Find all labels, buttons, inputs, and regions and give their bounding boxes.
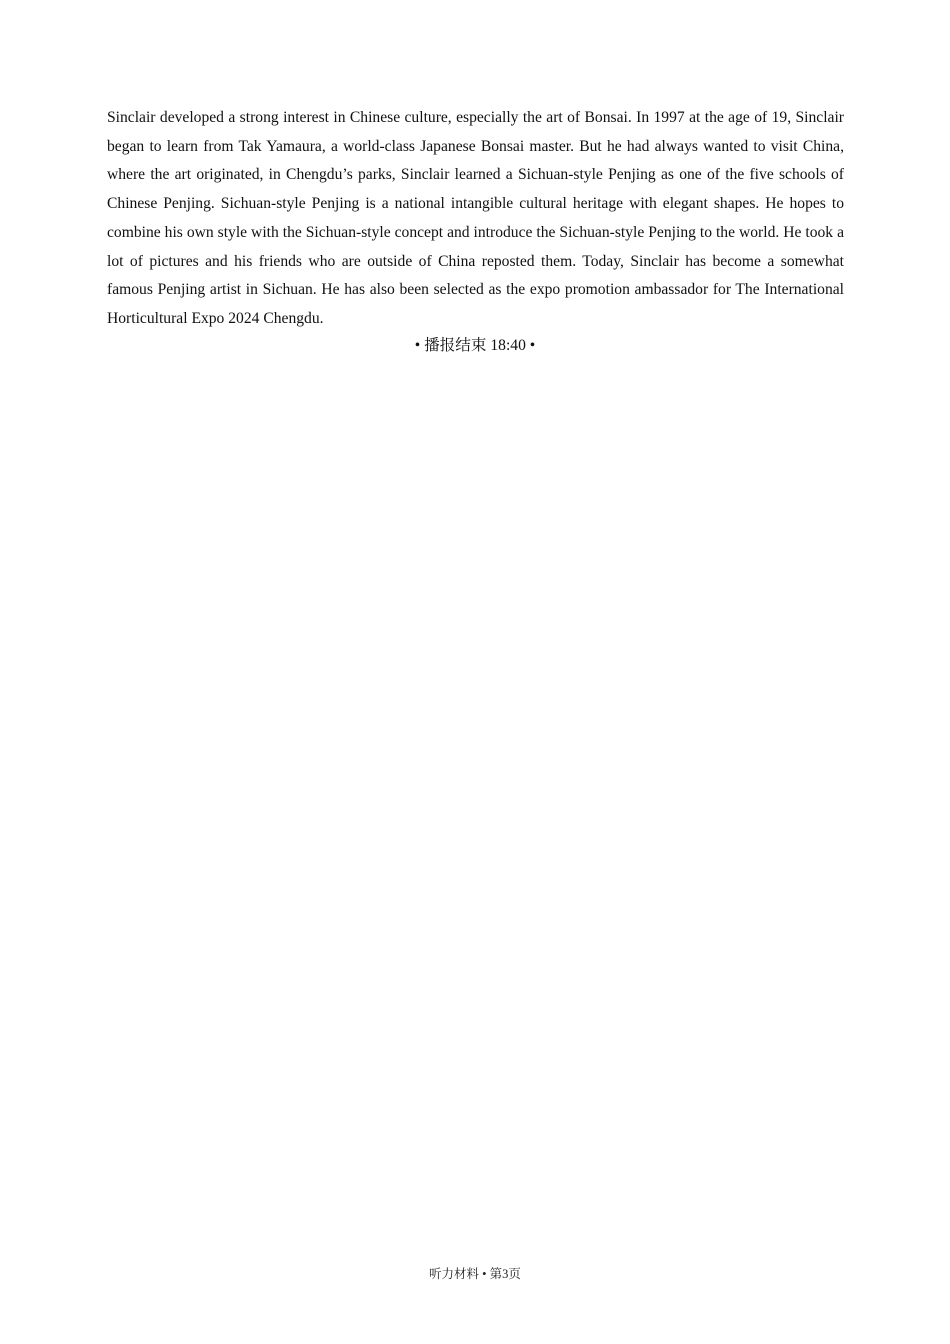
broadcast-end-marker: • 播报结束 18:40 • (414, 337, 536, 354)
listening-transcript-paragraph: Sinclair developed a strong interest in Chinese culture, especially the art of Bonsai. In 1997 at the age of 19, Sinclair began to learn from Tak Yamaura, a world-class Japanese Bonsai master. But he had always wanted to visit China, where the art originated, in Chengdu’s parks, Sinclair learned a Sichuan-style Penjing as one of the five schools of Chinese Penjing. Sichuan-style Penjing is a national intangible cultural heritage with elegant shapes. He hopes to combine his own style with the Sichuan-style concept and introduce the Sichuan-style Penjing to the world. He took a lot of pictures and his friends who are outside of China reposted them. Today, Sinclair has become a somewhat famous Penjing artist in Sichuan. He has also been selected as the expo promotion ambassador for The International Horticultural Expo 2024 Chengdu. (107, 109, 844, 327)
page-footer: 听力材料 • 第3页 (429, 1267, 521, 1281)
